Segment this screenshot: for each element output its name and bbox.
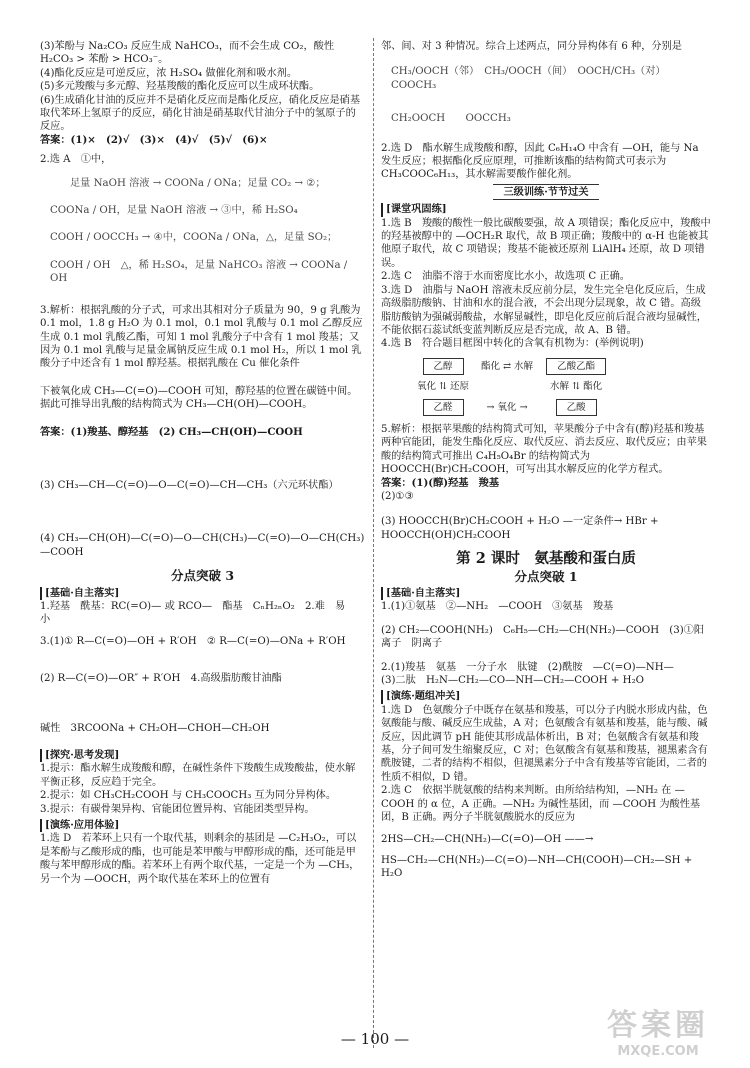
answer-1: 答案：(1)× (2)√ (3)× (4)√ (5)√ (6)× — [40, 133, 268, 146]
arrow-label: 水解 — [514, 360, 534, 372]
basic-b1: 1.(1)①氨基 ②—NH₂ —COOH ③氨基 羧基 — [381, 601, 614, 613]
basic-b2: (2) CH₂—COOH(NH₂) C₆H₅—CH₂—CH(NH₂)—COOH (3)①阳离子 阴离子 — [381, 624, 705, 650]
answer-3b: (3) CH₃—CH—C(=O)—O—C(=O)—CH—CH₃（六元环状酯） — [40, 479, 339, 491]
page-number: — 100 — — [340, 1030, 410, 1048]
section-bar: [探究·思考发现] — [40, 749, 365, 762]
box-ethanol: 乙醇 — [423, 358, 464, 375]
para: (3)苯酚与 Na₂CO₃ 反应生成 NaHCO₃，而不会生成 CO₂，酸性 H₂CO₃ > 苯酚 > HCO₃⁻。 — [40, 41, 335, 66]
para: (5)多元羧酸与多元醇、羟基羧酸的酯化反应可以生成环状酯。 — [40, 81, 320, 93]
isomer-structures: CH₃/OOCH（邻） CH₃/OOCH（间） OOCH/CH₃（对） COOCH₃ — [391, 66, 671, 91]
para: 2.选 D 酯水解生成羧酸和醇，因此 C₆H₁₄O 中含有 —OH，能与 Na 发生反应；根据酯化反应原理，可推断该酯的结构简式可表示为 CH₃COOC₆H₁₃，其水解需要酸作催化剂。 — [381, 142, 699, 181]
lesson-title: 第 2 课时 氨基酸和蛋白质 — [456, 550, 636, 568]
answer-5a: 答案：(1)(醇)羟基 羧基 — [381, 476, 500, 489]
q2-line: COOH / OOCCH₃ → ④中，COONa / ONa，△，足量 SO₂； — [50, 232, 338, 244]
isomer-structures-2: CH₂OOCH OOCCH₃ — [391, 113, 511, 125]
basic-b3: 2.(1)羧基 氨基 一分子水 肽键 (2)酰胺 —C(=O)—NH— — [381, 661, 674, 673]
left-column — [40, 40, 365, 886]
class-4: 4.选 B 符合题目框图中转化的含氧有机物为：(举例说明) — [381, 338, 644, 350]
basic-1: 1.羟基 酰基：RC(=O)— 或 RCO— 酯基 CₙH₂ₙO₂ 2.难 易 小 — [40, 600, 356, 626]
box-acetic-acid: 乙酸 — [556, 399, 597, 416]
class-3: 3.选 D 油脂与 NaOH 溶液未反应前分层，发生完全皂化反应后，生成高级脂肪酸钠、甘油和水的混合液，不会出现分层现象，故 C 错。高级脂肪酸钠为强碱弱酸盐，水解显碱性，即皂化反应前后混合液均显碱性，不能依据石蕊试纸变蓝判断反应是否完成，故 A、B 错。 — [381, 284, 707, 336]
watermark-text: 答案圈 — [607, 1008, 709, 1043]
conversion-diagram: 乙醇 酯化 ⇄ 水解 乙酸乙酯 氧化 ⇅ 还原 水解 ⇅ 酯化 乙醛 → 氧化 → 乙酸 — [411, 355, 711, 419]
q2-line: COOH / OH △，稀 H₂SO₄，足量 NaHCO₃ 溶液 → COONa / OH — [50, 259, 348, 285]
column-divider — [373, 38, 374, 1048]
explore-2: 2.提示：如 CH₃CH₂COOH 与 CH₃COOCH₃ 互为同分异构体。 — [40, 790, 337, 802]
q3-analysis-b: 下被氧化成 CH₃—C(=O)—COOH 可知，醇羟基的位置在碳链中间。据此可推导出乳酸的结构简式为 CH₃—CH(OH)—COOH。 — [40, 385, 358, 411]
practice-1: 1.选 D 若苯环上只有一个取代基，则剩余的基团是 —C₂H₃O₂，可以是苯酚与乙酸形成的酯，也可能是苯甲酸与甲醇形成的酯，还可能是甲酸与苯甲醇形成的酯。若苯环上有两个取代基，一定是一个为 —CH₃，另一个为 —OOCH，两个取代基在苯环上的位置有 — [40, 833, 360, 885]
basic-b4: (3)二肽 H₂N—CH₂—CO—NH—CH₂—COOH + H₂O — [381, 675, 644, 687]
class-5: 5.解析：根据苹果酸的结构简式可知，苹果酸分子中含有(醇)羟基和羧基两种官能团，能发生酯化反应、取代反应、消去反应、取代反应；由苹果酸的结构简式可推出 C₄H₅O₄Br 的结构简式为 HOOCCH(Br)CH₂COOH，可写出其水解反应的化学方程式。 — [381, 423, 707, 476]
section-bar: [课堂巩固练] — [381, 203, 711, 216]
section-title: 分点突破 1 — [514, 568, 578, 584]
para: (6)生成硝化甘油的反应并不是硝化反应而是酯化反应，硝化反应是硝基取代苯环上氢原子的反应，硝化甘油是硝基取代甘油分子中的氢原子的反应。 — [40, 94, 361, 133]
class-1: 1.选 B 羧酸的酸性一般比碳酸要强，故 A 项错误；酯化反应中，羧酸中的羟基被醇中的 —OCH₂R 取代，故 B 项正确；羧酸中的 α-H 也能被其他原子取代，故 C 项错误；羧基不能被还原剂 LiAlH₄ 还原，故 D 项错误。 — [381, 217, 711, 269]
basic-3c: 碱性 3RCOONa + CH₂OH—CHOH—CH₂OH — [40, 722, 270, 734]
section-bar: [演练·题组冲关] — [381, 690, 711, 703]
box-acetaldehyde: 乙醛 — [423, 399, 464, 416]
para: 邻、间、对 3 种情况。综合上述两点，同分异构体有 6 种，分别是 — [381, 41, 682, 52]
arrow-label: 还原 — [450, 381, 470, 393]
arrow-label: 氧化 — [497, 401, 517, 413]
box-ethyl-acetate: 乙酸乙酯 — [546, 358, 606, 375]
section-title: 分点突破 3 — [170, 568, 235, 584]
right-column — [381, 40, 711, 881]
level-banner: 三级训练·节节过关 — [381, 186, 711, 199]
drill-2a: 2HS—CH₂—CH(NH₂)—C(=O)—OH ——→ — [381, 833, 594, 845]
explore-1: 1.提示：酯水解生成羧酸和醇，在碱性条件下羧酸生成羧酸盐，使水解平衡正移，反应趋于完全。 — [40, 763, 356, 788]
class-2: 2.选 C 油脂不溶于水而密度比水小，故选项 C 正确。 — [381, 271, 630, 283]
drill-1: 1.选 D 色氨酸分子中既存在氨基和羧基，可以分子内脱水形成内盐，色氨酸能与酸、碱反应生成盐，A 对；色氨酸含有氨基和羧基，能与酸、碱反应，因此调节 pH 能使其形成晶体析出，B 对；色氨酸含有氨基和羧基，分子间可发生缩聚反应，C 对；色氨酸含有氨基和羧基，褪黑素含有酰胺键，二者的结构不相似，但褪黑素分子中含有羧基等官能团，二者的性质不相似，D 错。 — [381, 704, 708, 783]
arrow-label: 水解 — [550, 381, 570, 393]
arrow-label: 氧化 — [417, 381, 437, 393]
q3-analysis: 3.解析：根据乳酸的分子式，可求出其相对分子质量为 90，9 g 乳酸为 0.1 mol，1.8 g H₂O 为 0.1 mol，0.1 mol 乳酸与 0.1 mol 乙醇反应生成 0.1 mol 乳酸乙酯，可知 1 mol 乳酸分子中含有 1 mol 羧基；又因为 0.1 mol 乳酸与足量金属钠反应生成 0.1 mol H₂，所以 1 mol 乳酸分子中还含有 1 mol 醇羟基。根据乳酸在 Cu 催化条件 — [40, 304, 363, 370]
arrow-label: 酯化 — [481, 360, 501, 372]
arrow-label: 酯化 — [583, 381, 603, 393]
answer-5c: (3) HOOCCH(Br)CH₂COOH + H₂O —一定条件→ HBr + HOOCCH(OH)CH₂COOH — [381, 516, 659, 541]
answer-3a: 答案：(1)羧基、醇羟基 (2) CH₃—CH(OH)—COOH — [40, 425, 303, 438]
section-bar: [演练·应用体验] — [40, 819, 365, 832]
para: (4)酯化反应是可逆反应，浓 H₂SO₄ 做催化剂和吸水剂。 — [40, 67, 298, 79]
section-bar: [基础·自主落实] — [40, 587, 365, 600]
section-bar: [基础·自主落实] — [381, 587, 711, 600]
q2-line: 足量 NaOH 溶液 → COONa / ONa；足量 CO₂ → ②； — [70, 177, 326, 189]
q2-line: COONa / OH，足量 NaOH 溶液 → ③中，稀 H₂SO₄ — [50, 205, 298, 217]
explore-3: 3.提示：有碳骨架异构、官能团位置异构、官能团类型异构。 — [40, 803, 315, 815]
answer-3c: (4) CH₃—CH(OH)—C(=O)—O—CH(CH₃)—C(=O)—O—CH(CH₃)—COOH — [40, 533, 365, 558]
answer-5b: (2)①③ — [381, 490, 414, 502]
basic-3: 3.(1)① R—C(=O)—OH + R′OH ② R—C(=O)—ONa + R′OH — [40, 635, 346, 647]
watermark-logo — [588, 1000, 728, 1062]
watermark-url: MXQE.COM — [617, 1044, 699, 1059]
drill-2: 2.选 C 依据半胱氨酸的结构来判断。由所给结构知，—NH₂ 在 —COOH 的 α 位，A 正确。—NH₂ 为碱性基团，而 —COOH 为酸性基团，B 正确。两分子半胱氨酸脱水的反应为 — [381, 785, 701, 824]
basic-3b: (2) R—C(=O)—OR″ + R′OH 4.高级脂肪酸甘油酯 — [40, 673, 282, 685]
drill-2b: HS—CH₂—CH(NH₂)—C(=O)—NH—CH(COOH)—CH₂—SH + H₂O — [381, 854, 693, 880]
q2-head: 2.选 A ①中， — [40, 154, 112, 166]
